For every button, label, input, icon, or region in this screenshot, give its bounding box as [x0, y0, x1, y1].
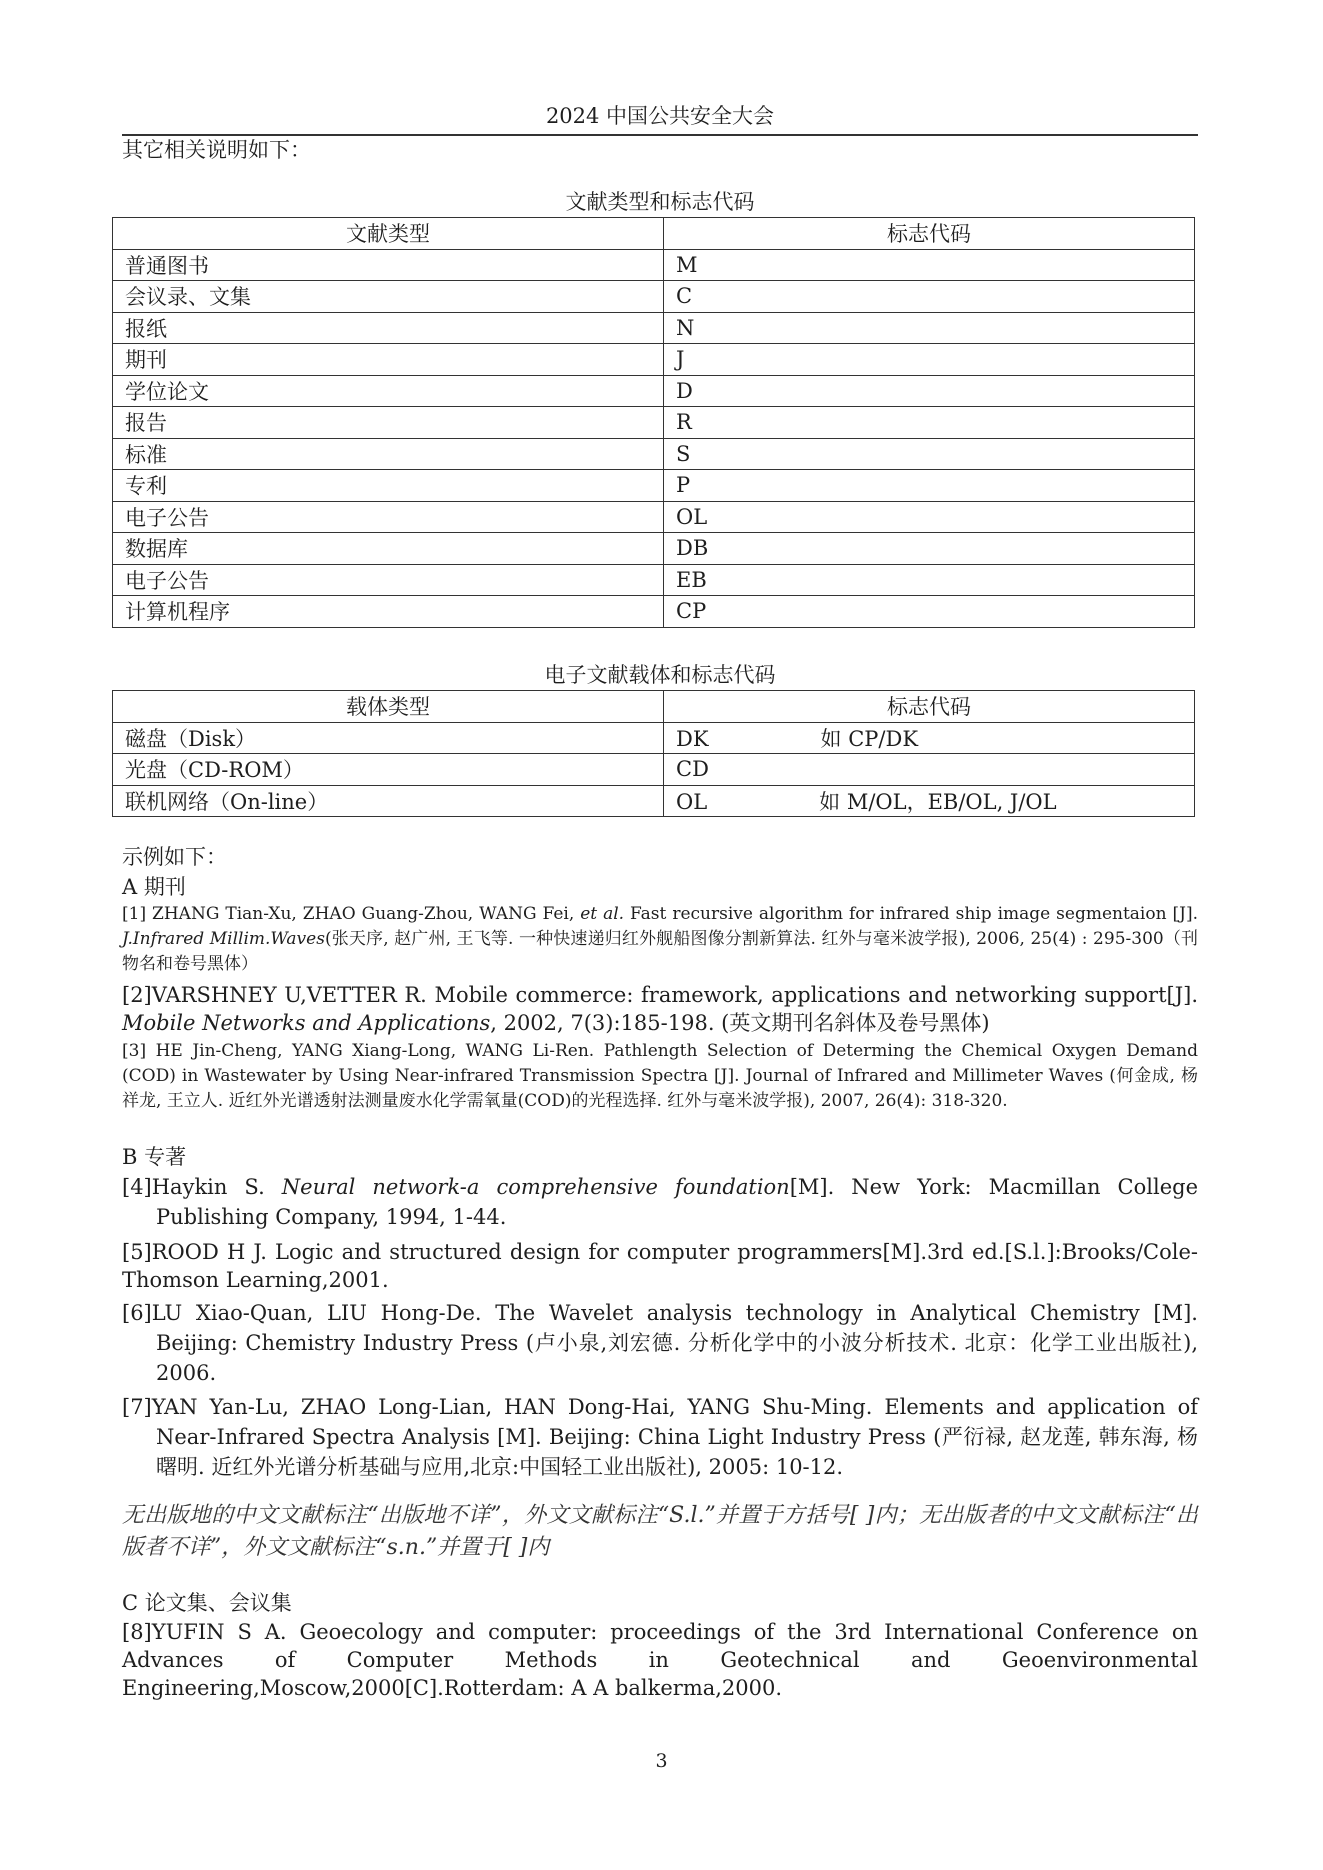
- type-cell: 期刊: [113, 344, 664, 376]
- ref4-author: [4]Haykin S.: [122, 1175, 282, 1199]
- table-row: [113, 407, 1195, 439]
- code-note: 如 M/OL，EB/OL, J/OL: [819, 789, 1057, 814]
- reference-3: [3] HE Jin-Cheng, YANG Xiang-Long, WANG Li-Ren. Pathlength Selection of Determing the Chemical Oxygen Demand (COD) in Wastewater by Using Near-infrared Transmission Spectra [J]. Journal of Infrared and Millimeter Waves (何金成, 杨祥龙, 王立人. 近红外光谱透射法测量废水化学需氧量(COD)的光程选择. 红外与毫米波学报), 2007, 26(4): 318-320.: [122, 1041, 1198, 1111]
- table1-block: [122, 187, 1198, 628]
- carrier-cell: 光盘（CD-ROM）: [113, 754, 664, 786]
- code-value: CD: [676, 757, 709, 782]
- examples-label: 示例如下：: [122, 845, 227, 869]
- table-row: [113, 375, 1195, 407]
- code-note: 如 CP/DK: [820, 726, 919, 751]
- code-cell: N: [664, 312, 1195, 344]
- code-cell: [664, 785, 1195, 817]
- section-b-title: B 专著: [122, 1145, 187, 1169]
- type-cell: 普通图书: [113, 249, 664, 281]
- ref1-title: Fast recursive algorithm for infrared ship image segmentaion [J].: [624, 904, 1198, 924]
- type-cell: 报纸: [113, 312, 664, 344]
- table-row: [113, 785, 1195, 817]
- carrier-type-table: [112, 690, 1195, 817]
- code-cell: S: [664, 438, 1195, 470]
- code-cell: DB: [664, 533, 1195, 565]
- table-row: [113, 533, 1195, 565]
- publication-note: [122, 1500, 1198, 1564]
- ref1-journal: J.Infrared Millim.Waves: [122, 929, 325, 949]
- ref2-authors-title: [2]VARSHNEY U,VETTER R. Mobile commerce: framework, applications and networking support[J].: [122, 983, 1198, 1007]
- code-cell: J: [664, 344, 1195, 376]
- ref1-etal: et al.: [580, 904, 625, 924]
- ref4-title: Neural network-a comprehensive foundation: [281, 1175, 790, 1199]
- code-cell: P: [664, 470, 1195, 502]
- code-cell: [664, 754, 1195, 786]
- code-cell: OL: [664, 501, 1195, 533]
- type-cell: 会议录、文集: [113, 281, 664, 313]
- section-a-title: A 期刊: [122, 875, 186, 899]
- literature-type-table: [112, 217, 1195, 628]
- code-cell: M: [664, 249, 1195, 281]
- column-header: 标志代码: [664, 691, 1195, 723]
- type-cell: 报告: [113, 407, 664, 439]
- table-row: [113, 754, 1195, 786]
- intro-text: [122, 135, 1198, 165]
- reference-6: [6]LU Xiao-Quan, LIU Hong-De. The Wavelet analysis technology in Analytical Chemistry [M]. Beijing: Chemistry Industry Press (卢小泉,刘宏德. 分析化学中的小波分析技术. 北京：化学工业出版社), 2006.: [122, 1301, 1198, 1385]
- table-row: [113, 470, 1195, 502]
- code-cell: D: [664, 375, 1195, 407]
- table2-caption: 电子文献载体和标志代码: [544, 663, 776, 687]
- type-cell: 专利: [113, 470, 664, 502]
- ref2-journal: Mobile Networks and Applications: [122, 1011, 491, 1035]
- table-row: [113, 249, 1195, 281]
- table-row: [113, 596, 1195, 628]
- reference-2: [122, 981, 1198, 1037]
- table-row: [113, 564, 1195, 596]
- type-cell: 数据库: [113, 533, 664, 565]
- table-row: [113, 312, 1195, 344]
- intro-line: 其它相关说明如下：: [122, 138, 311, 162]
- type-cell: 计算机程序: [113, 596, 664, 628]
- reference-4: [122, 1172, 1198, 1232]
- code-value: OL: [676, 789, 708, 814]
- page-header: 2024 中国公共安全大会: [122, 100, 1198, 136]
- table-row: [113, 722, 1195, 754]
- code-cell: CP: [664, 596, 1195, 628]
- reference-8: [8]YUFIN S A. Geoecology and computer: proceedings of the 3rd International Conference on Advances of Computer Methods in Geotechnical and Geoenvironmental Engineering,Moscow,2000[C].Rotterdam: A A balkerma,2000.: [122, 1620, 1198, 1700]
- table-header-row: [113, 691, 1195, 723]
- type-cell: 电子公告: [113, 564, 664, 596]
- section-b: [122, 1142, 1198, 1482]
- column-header: 标志代码: [664, 218, 1195, 250]
- type-cell: 电子公告: [113, 501, 664, 533]
- code-value: DK: [676, 726, 709, 751]
- page-number: 3: [655, 1750, 668, 1772]
- column-header: 文献类型: [113, 218, 664, 250]
- ref1-authors: [1] ZHANG Tian-Xu, ZHAO Guang-Zhou, WANG Fei,: [122, 904, 581, 924]
- ref2-details: , 2002, 7(3):185-198. (英文期刊名斜体及卷号黑体): [490, 1011, 990, 1035]
- table-row: [113, 501, 1195, 533]
- section-c-title: C 论文集、会议集: [122, 1591, 292, 1615]
- examples-section: [122, 842, 1198, 1114]
- code-cell: R: [664, 407, 1195, 439]
- italic-note: 无出版地的中文文献标注“出版地不详”，外文文献标注“S.l.”并置于方括号[ ]内；无出版者的中文文献标注“出版者不详”，外文文献标注“s.n.”并置于[ ]内: [122, 1503, 1198, 1560]
- type-cell: 学位论文: [113, 375, 664, 407]
- reference-1: [122, 902, 1198, 977]
- code-cell: [664, 722, 1195, 754]
- ref1-details: (张天序, 赵广州, 王飞等. 一种快速递归红外舰船图像分割新算法. 红外与毫米波学报), 2006, 25(4) : 295-300（刊物名和卷号黑体）: [122, 929, 1198, 974]
- table2-block: [122, 660, 1198, 817]
- code-cell: EB: [664, 564, 1195, 596]
- carrier-cell: 磁盘（Disk）: [113, 722, 664, 754]
- type-cell: 标准: [113, 438, 664, 470]
- reference-5: [5]ROOD H J. Logic and structured design for computer programmers[M].3rd ed.[S.l.]:Brooks/Cole-Thomson Learning,2001.: [122, 1240, 1198, 1292]
- table-row: [113, 344, 1195, 376]
- table-row: [113, 281, 1195, 313]
- table1-caption: 文献类型和标志代码: [565, 190, 755, 214]
- ref4-details: [M]. New York: Macmillan College Publishing Company, 1994, 1-44.: [156, 1175, 1199, 1229]
- code-cell: C: [664, 281, 1195, 313]
- section-c: [122, 1588, 1198, 1702]
- carrier-cell: 联机网络（On-line）: [113, 785, 664, 817]
- table-header-row: [113, 218, 1195, 250]
- table-row: [113, 438, 1195, 470]
- reference-7: [7]YAN Yan-Lu, ZHAO Long-Lian, HAN Dong-Hai, YANG Shu-Ming. Elements and application of Near-Infrared Spectra Analysis [M]. Beijing: China Light Industry Press (严衍禄, 赵龙莲, 韩东海, 杨曙明. 近红外光谱分析基础与应用,北京:中国轻工业出版社), 2005: 10-12.: [122, 1395, 1198, 1479]
- column-header: 载体类型: [113, 691, 664, 723]
